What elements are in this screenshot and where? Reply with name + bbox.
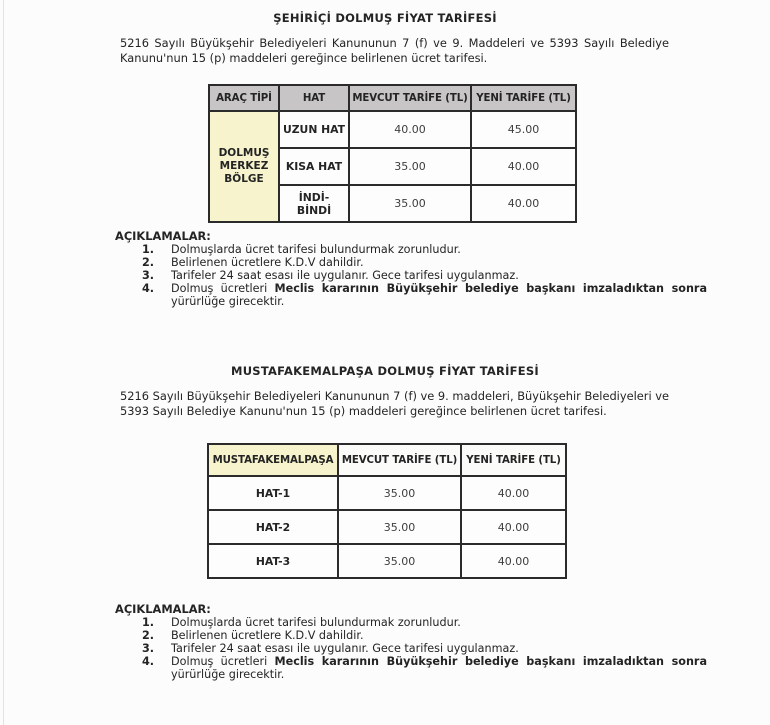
table-row bbox=[208, 544, 566, 578]
header-mevcut-tarife: MEVCUT TARİFE (TL) bbox=[349, 85, 471, 111]
yeni-value: 40.00 bbox=[471, 148, 576, 185]
note-text: Dolmuşlarda ücret tarifesi bulundurmak zorunludur. bbox=[171, 242, 461, 256]
city-fare-table bbox=[208, 84, 577, 223]
note-text bbox=[171, 283, 707, 309]
note-number: 4. bbox=[142, 281, 155, 295]
header-arac-tipi: ARAÇ TİPİ bbox=[209, 85, 279, 111]
hat-cell: HAT-3 bbox=[208, 544, 338, 578]
note-text: Dolmuşlarda ücret tarifesi bulundurmak zorunludur. bbox=[171, 615, 461, 629]
note-item-4 bbox=[115, 283, 707, 309]
note-text-pre: Dolmuş ücretleri bbox=[171, 654, 275, 668]
note-text: Tarifeler 24 saat esası ile uygulanır. Gece tarifesi uygulanmaz. bbox=[171, 641, 519, 655]
table-header-row bbox=[208, 444, 566, 476]
notes-heading: AÇIKLAMALAR: bbox=[115, 229, 211, 243]
section1-notes bbox=[115, 230, 707, 308]
header-hat: HAT bbox=[279, 85, 349, 111]
note-item-2 bbox=[115, 630, 707, 643]
header-mevcut-tarife: MEVCUT TARİFE (TL) bbox=[338, 444, 461, 476]
note-text: Tarifeler 24 saat esası ile uygulanır. Gece tarifesi uygulanmaz. bbox=[171, 268, 519, 282]
mevcut-value: 35.00 bbox=[338, 476, 461, 510]
hat-cell: UZUN HAT bbox=[279, 111, 349, 148]
hat-cell: İNDİ-BİNDİ bbox=[279, 185, 349, 222]
yeni-value: 40.00 bbox=[461, 476, 566, 510]
note-item-4 bbox=[115, 656, 707, 682]
hat-cell: HAT-1 bbox=[208, 476, 338, 510]
yeni-value: 45.00 bbox=[471, 111, 576, 148]
group-cell-dolmus-merkez-bolge: DOLMUŞ MERKEZ BÖLGE bbox=[209, 111, 279, 222]
hat-cell: HAT-2 bbox=[208, 510, 338, 544]
note-number: 2. bbox=[142, 628, 155, 642]
header-yeni-tarife: YENİ TARİFE (TL) bbox=[461, 444, 566, 476]
section1-title: ŞEHİRİÇİ DOLMUŞ FİYAT TARİFESİ bbox=[273, 11, 497, 25]
mevcut-value: 35.00 bbox=[338, 544, 461, 578]
note-item-2 bbox=[115, 257, 707, 270]
section2-notes bbox=[115, 603, 707, 681]
table-row bbox=[208, 510, 566, 544]
yeni-value: 40.00 bbox=[471, 185, 576, 222]
note-number: 3. bbox=[142, 641, 155, 655]
hat-cell: KISA HAT bbox=[279, 148, 349, 185]
mevcut-value: 40.00 bbox=[349, 111, 471, 148]
yeni-value: 40.00 bbox=[461, 544, 566, 578]
note-number: 3. bbox=[142, 268, 155, 282]
note-number: 1. bbox=[142, 615, 155, 629]
mevcut-value: 35.00 bbox=[349, 148, 471, 185]
mevcut-value: 35.00 bbox=[338, 510, 461, 544]
note-number: 2. bbox=[142, 255, 155, 269]
note-text-post: yürürlüğe girecektir. bbox=[171, 294, 285, 308]
table-row bbox=[209, 111, 576, 148]
header-yeni-tarife: YENİ TARİFE (TL) bbox=[471, 85, 576, 111]
note-text-bold: Meclis kararının Büyükşehir belediye başkanı imzaladıktan sonra bbox=[274, 281, 707, 295]
section2-intro-paragraph: 5216 Sayılı Büyükşehir Belediyeleri Kanununun 7 (f) ve 9. maddeleri, Büyükşehir Belediyeleri ve 5393 Sayılı Belediye Kanunu'nun 15 (p) maddeleri gereğince belirlenen ücret tarifesi. bbox=[120, 389, 669, 418]
note-text-bold: Meclis kararının Büyükşehir belediye başkanı imzaladıktan sonra bbox=[274, 654, 707, 668]
note-text: Belirlenen ücretlere K.D.V dahildir. bbox=[171, 628, 364, 642]
note-text-post: yürürlüğe girecektir. bbox=[171, 667, 285, 681]
note-item-1 bbox=[115, 244, 707, 257]
note-item-1 bbox=[115, 617, 707, 630]
section1-intro-paragraph: 5216 Sayılı Büyükşehir Belediyeleri Kanununun 7 (f) ve 9. Maddeleri ve 5393 Sayılı Belediye Kanunu'nun 15 (p) maddeleri gereğince belirlenen ücret tarifesi. bbox=[120, 36, 669, 65]
note-number: 4. bbox=[142, 654, 155, 668]
table-header-row bbox=[209, 85, 576, 111]
table-row bbox=[208, 476, 566, 510]
yeni-value: 40.00 bbox=[461, 510, 566, 544]
note-text bbox=[171, 656, 707, 682]
note-text: Belirlenen ücretlere K.D.V dahildir. bbox=[171, 255, 364, 269]
mustafakemalpasa-fare-table bbox=[207, 443, 567, 579]
mevcut-value: 35.00 bbox=[349, 185, 471, 222]
note-number: 1. bbox=[142, 242, 155, 256]
scan-edge-line bbox=[3, 0, 4, 725]
notes-heading: AÇIKLAMALAR: bbox=[115, 602, 211, 616]
header-mustafakemalpasa: MUSTAFAKEMALPAŞA bbox=[208, 444, 338, 476]
note-text-pre: Dolmuş ücretleri bbox=[171, 281, 275, 295]
section2-title: MUSTAFAKEMALPAŞA DOLMUŞ FİYAT TARİFESİ bbox=[231, 364, 539, 378]
